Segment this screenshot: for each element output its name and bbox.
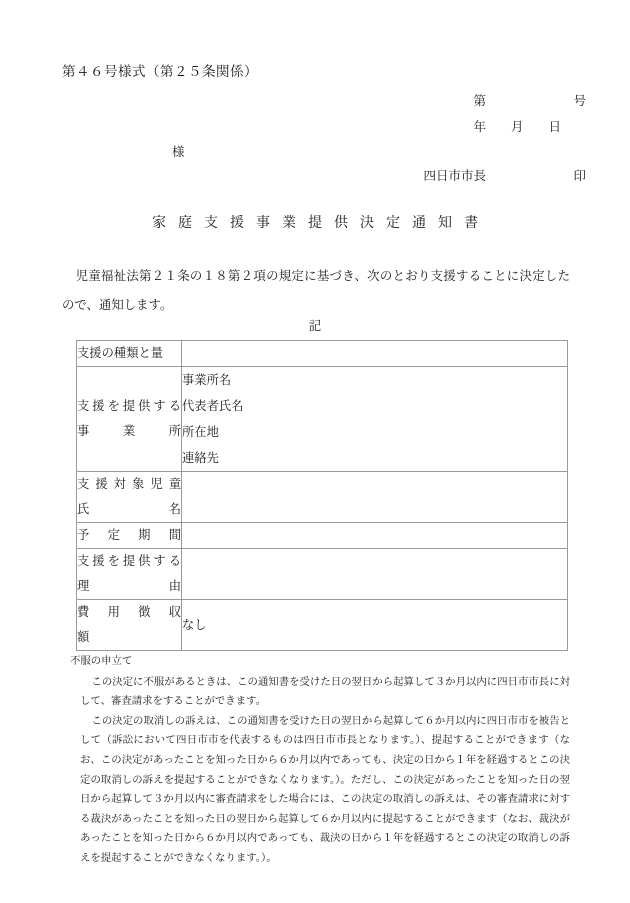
label-text: 予 定 期 間 [77, 528, 181, 542]
value-fee-text: なし [182, 617, 207, 632]
issuer-line: 四日市市長 印 [423, 169, 586, 183]
row-value-support-reason[interactable] [182, 549, 568, 600]
table-row [77, 367, 568, 472]
row-label-fee-amount [77, 600, 194, 651]
document-meta [473, 88, 586, 140]
support-decision-table [76, 340, 568, 651]
table-row [77, 341, 568, 367]
table-row [77, 549, 568, 600]
label-text-line-1: 支援を提供する [77, 399, 181, 413]
table-row [77, 523, 568, 549]
document-number-line: 第 号 [473, 94, 586, 108]
ki-marker: 記 [308, 319, 322, 333]
row-label-support-reason [77, 549, 182, 600]
appeal-notice-paragraph-2: この決定の取消しの訴えは、この通知書を受けた日の翌日から起算して６か月以内に四日市市を被告として（訴訟において四日市市を代表するものは四日市市長となります。）、提起することができます（なお、この決定があったことを知った日から６か月以内であっても、決定の日から１年を経過するとこの決定の取消しの訴えを提起することができなくなります。）。ただし、この決定があったことを知った日の翌日から起算して３か月以内に審査請求をした場合には、この決定の取消しの訴えは、その審査請求に対する裁決があったことを知った日の翌日から起算して６か月以内に提起することができます（なお、裁決があったことを知った日から６か月以内であっても、裁決の日から１年を経過するとこの決定の取消しの訴えを提起することができなくなります。）。 [80, 715, 570, 864]
label-text-line-2: 氏 名 [77, 502, 181, 516]
value-address: 所在地 [182, 425, 219, 439]
label-text-line-1: 支援を提供する [77, 554, 181, 568]
row-value-fee-amount[interactable] [182, 600, 568, 651]
value-representative-name: 代表者氏名 [182, 399, 244, 413]
table-row [77, 472, 568, 523]
lead-paragraph: 児童福祉法第２１条の１８第２項の規定に基づき、次のとおり支援することに決定したので、通知します。 [62, 269, 570, 312]
row-value-scheduled-period[interactable] [182, 523, 568, 549]
appeal-notice-heading: 不服の申立て [70, 656, 133, 667]
table-row [77, 600, 568, 651]
appeal-notice-paragraph-1: この決定に不服があるときは、この通知書を受けた日の翌日から起算して３か月以内に四日市市長に対して、審査請求をすることができます。 [80, 676, 570, 708]
label-text-line-2: 理 由 [77, 579, 181, 593]
value-contact: 連絡先 [182, 451, 219, 465]
label-text: 支援の種類と量 [77, 346, 164, 360]
row-label-provider-office [77, 367, 182, 472]
row-label-target-child-name [77, 472, 182, 523]
form-number: 第４６号様式（第２５条関係） [62, 64, 258, 79]
row-label-support-type [77, 341, 182, 367]
value-office-name: 事業所名 [182, 373, 232, 387]
row-value-provider-office[interactable] [182, 367, 568, 472]
document-date-line: 年 月 日 [473, 120, 561, 134]
addressee-suffix: 様 [172, 145, 185, 159]
row-value-target-child-name[interactable] [182, 472, 568, 523]
page-title: 家庭支援事業提供決定通知書 [152, 216, 490, 231]
row-label-scheduled-period [77, 523, 182, 549]
label-text-line-1: 支援対象児童 [77, 477, 181, 491]
label-text-line-2: 事 業 所 [77, 424, 181, 438]
row-value-support-type[interactable] [182, 341, 568, 367]
label-text: 費 用 徴 収 額 [77, 605, 194, 644]
appeal-notice [70, 652, 570, 869]
